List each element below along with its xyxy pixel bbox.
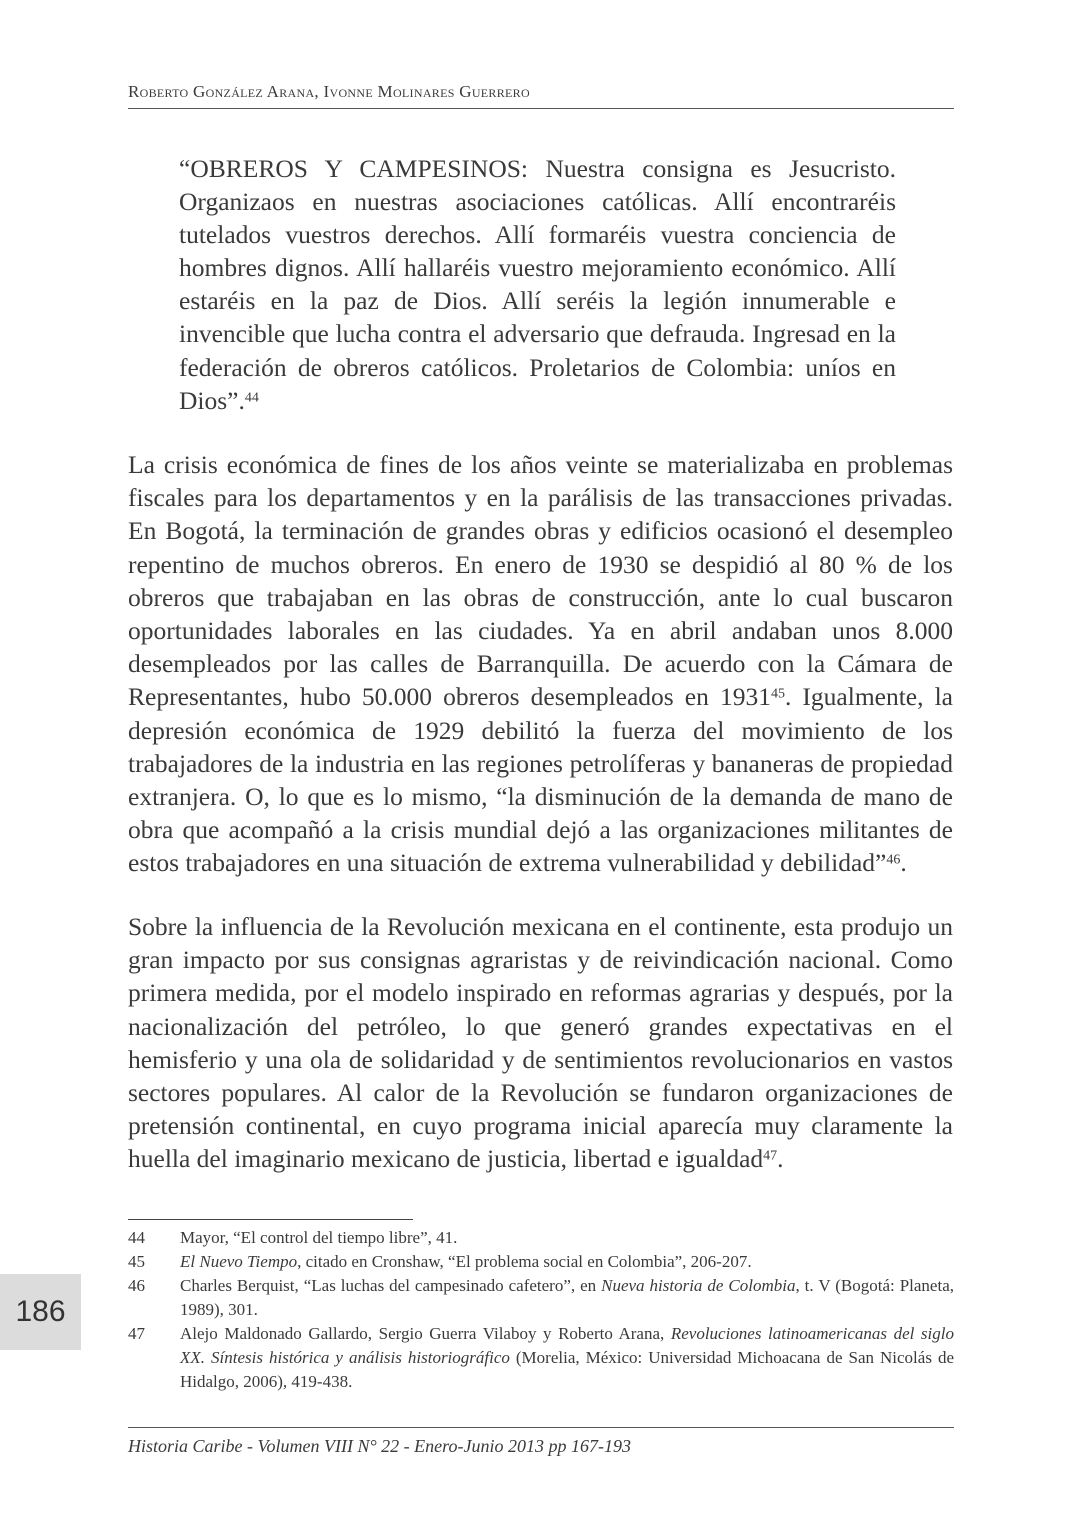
- footnote-number: 46: [128, 1276, 145, 1295]
- footnote-47: [128, 1322, 954, 1394]
- footnotes-list: [128, 1226, 954, 1394]
- footnote-ref-44[interactable]: 44: [244, 389, 259, 405]
- footnote-45-title: El Nuevo Tiempo: [180, 1252, 298, 1271]
- footnote-rule: [128, 1219, 413, 1220]
- footnote-46-title: Nueva historia de Colombia: [601, 1276, 796, 1295]
- footnote-ref-47[interactable]: 47: [763, 1148, 778, 1164]
- paragraph1-part3: .: [900, 848, 907, 878]
- paragraph1-part1: La crisis económica de fines de los años veinte se materializaba en problemas fiscales para los departamentos y en la parálisis de las transacciones privadas. En Bogotá, la terminación de grandes obras y edificios ocasionó el desempleo repentino de muchos obreros. En enero de 1930 se despidió al 80 % de los obreros que trabajaban en las obras de construcción, ante lo cual buscaron oportunidades laborales en las ciudades. Ya en abril andaban unos 8.000 desempleados por las calles de Barranquilla. De acuerdo con la Cámara de Representantes, hubo 50.000 obreros desempleados en 1931: [128, 450, 953, 712]
- footnote-47-title: Revoluciones latinoamericanas del siglo XX. Síntesis histórica y análisis historiográfico: [180, 1324, 954, 1367]
- footnote-ref-46[interactable]: 46: [886, 852, 901, 868]
- header-rule: [128, 108, 954, 109]
- footnote-45: [128, 1250, 954, 1274]
- footnote-number: 45: [128, 1252, 145, 1271]
- running-head-authors: Roberto González Arana, Ivonne Molinares Guerrero: [128, 82, 530, 101]
- footnote-number: 47: [128, 1324, 145, 1343]
- paragraph2-end: .: [777, 1144, 784, 1174]
- footnote-44: [128, 1226, 954, 1250]
- footnote-text: [180, 1226, 954, 1250]
- page-number-tab: [0, 1274, 81, 1350]
- footnote-46-post: , t. V (Bogotá: Planeta, 1989), 301.: [180, 1276, 954, 1319]
- paragraph-economic-crisis: [128, 448, 953, 880]
- footnote-number: 44: [128, 1228, 145, 1247]
- footnote-text: [180, 1250, 954, 1274]
- quote-text: “OBREROS Y CAMPESINOS: Nuestra consigna es Jesucristo. Organizaos en nuestras asociaciones católicas. Allí encontraréis tutelados vuestros derechos. Allí formaréis vuestra conciencia de hombres dignos. Allí hallaréis vuestro mejoramiento económico. Allí estaréis en la paz de Dios. Allí seréis la legión innumerable e invencible que lucha contra el adversario que defrauda. Ingresad en la federación de obreros católicos. Proletarios de Colombia: uníos en Dios”.: [179, 154, 896, 415]
- page-number: 186: [15, 1295, 66, 1328]
- block-quote: [179, 152, 896, 417]
- paragraph1-part2: . Igualmente, la depresión económica de 1929 debilitó la fuerza del movimiento de los trabajadores de la industria en las regiones petrolíferas y bananeras de propiedad extranjera. O, lo que es lo mismo, “la disminución de la demanda de mano de obra que acompañó a la crisis mundial dejó a las organizaciones militantes de estos trabajadores en una situación de extrema vulnerabilidad y debilidad”: [128, 682, 953, 878]
- journal-footer: Historia Caribe - Volumen VIII N° 22 - Enero-Junio 2013 pp 167-193: [128, 1436, 631, 1456]
- footnote-45-text: , citado en Cronshaw, “El problema social en Colombia”, 206-207.: [297, 1252, 752, 1271]
- footnote-ref-45[interactable]: 45: [770, 686, 785, 702]
- footnote-46-pre: Charles Berquist, “Las luchas del campesinado cafetero”, en: [180, 1276, 602, 1295]
- footnote-text: [180, 1322, 954, 1394]
- footnote-text: [180, 1274, 954, 1322]
- paragraph-mexican-revolution: [128, 910, 953, 1176]
- footnote-47-pre: Alejo Maldonado Gallardo, Sergio Guerra Vilaboy y Roberto Arana,: [180, 1324, 671, 1343]
- paragraph2-text: Sobre la influencia de la Revolución mexicana en el continente, esta produjo un gran impacto por sus consignas agraristas y de reivindicación nacional. Como primera medida, por el modelo inspirado en reformas agrarias y después, por la nacionalización del petróleo, lo que generó grandes expectativas en el hemisferio y una ola de solidaridad y de sentimientos revolucionarios en vastos sectores populares. Al calor de la Revolución se fundaron organizaciones de pretensión continental, en cuyo programa inicial aparecía muy claramente la huella del imaginario mexicano de justicia, libertad e igualdad: [128, 912, 953, 1174]
- footer-rule: [128, 1427, 954, 1428]
- footnote-46: [128, 1274, 954, 1322]
- footnote-44-text: Mayor, “El control del tiempo libre”, 41.: [180, 1228, 458, 1247]
- footnote-47-post: (Morelia, México: Universidad Michoacana de San Nicolás de Hidalgo, 2006), 419-438.: [180, 1348, 954, 1391]
